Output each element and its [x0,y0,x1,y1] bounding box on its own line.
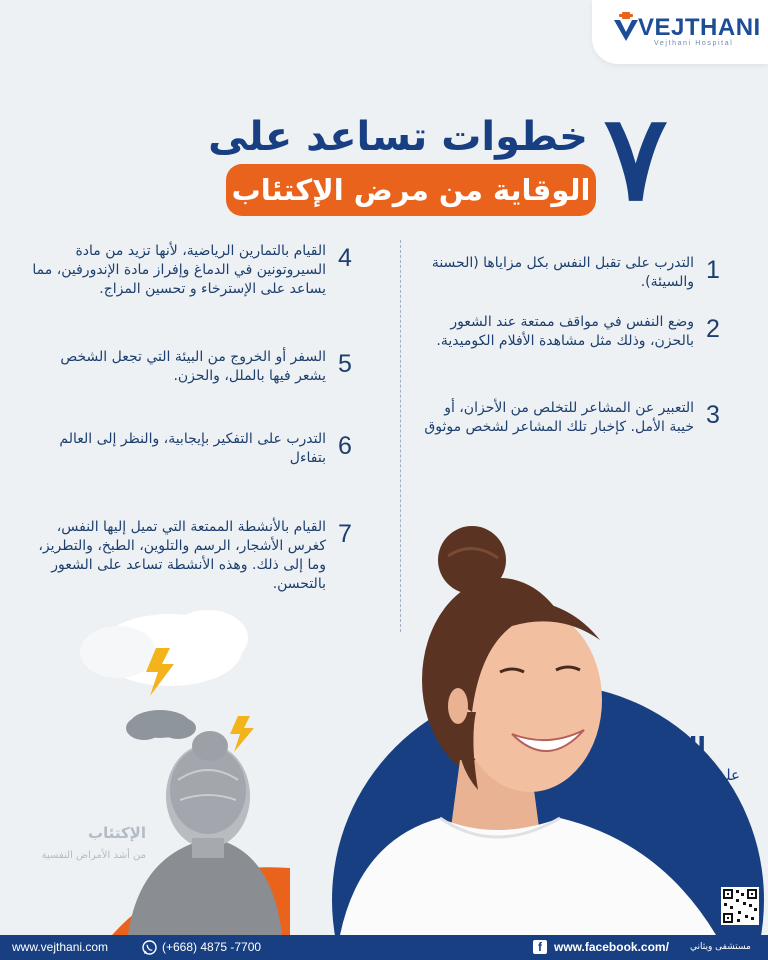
step-number-4: 4 [338,244,352,272]
step-number-7: 7 [338,520,352,548]
vejthani-logo-icon [612,12,640,42]
brand-subtitle: Vejthani Hospital [654,40,734,47]
column-divider [400,240,401,632]
step-text-6: التدرب على التفكير بإيجابية، والنظر إلى العالم بتفاءل [59,431,326,466]
step-number-5: 5 [338,350,352,378]
whatsapp-icon [142,940,157,955]
headline-line1: خطوات تساعد على [208,114,588,160]
brand-name: VEJTHANI [638,14,761,41]
headline-number: ٧ [604,93,668,225]
step-number-3: 3 [706,401,720,429]
facebook-icon: f [533,940,547,954]
step-text-4: القيام بالتمارين الرياضية، لأنها تزيد من مادة السيروتونين في الدماغ وإفراز مادة الإندورفين، مما يساعد على الإسترخاء و تحسين المزاج. [32,243,326,297]
headline-line2: الوقاية من مرض الإكتئاب [226,164,596,216]
footer-website-link[interactable]: www.vejthani.com [12,940,109,954]
step-text-1: التدرب على تقبل النفس بكل مزاياها (الحسنة والسيئة). [431,255,694,290]
photo-caption-subtitle: على التفكير بإيجابية [618,766,740,784]
step-text-3: التعبير عن المشاعر للتخلص من الأحزان، أو خيبة الأمل. كإخبار تلك المشاعر لشخص موثوق [424,400,694,435]
footer-facebook-page[interactable]: مستشفى ويثاني [690,942,751,952]
qr-code-icon[interactable] [721,887,759,925]
depression-caption-subtitle: من أشد الأمراض النفسية [41,850,146,861]
step-text-2: وضع النفس في مواقف ممتعة عند الشعور بالحزن، وذلك مثل مشاهدة الأفلام الكوميدية. [436,314,694,349]
footer-facebook-link[interactable]: www.facebook.com/ [554,940,669,954]
photo-caption-title: التدرب [623,732,706,761]
footer-bar [0,935,768,960]
depression-caption-title: الإكتئاب [88,824,146,842]
step-text-7: القيام بالأنشطة الممتعة التي تميل إليها النفس، كغرس الأشجار، الرسم والتلوين، الطبخ، والتطريز، وما إلى ذلك. وهذه الأنشطة تساعد على الشعور بالتحسن. [38,519,326,592]
step-text-5: السفر أو الخروج من البيئة التي تجعل الشخص يشعر فيها بالملل، والحزن. [60,349,326,384]
hospital-logo[interactable] [592,0,768,64]
step-number-6: 6 [338,432,352,460]
footer-phone[interactable]: (+668) 4875 -7700 [162,940,262,954]
step-number-2: 2 [706,315,720,343]
step-number-1: 1 [706,256,720,284]
